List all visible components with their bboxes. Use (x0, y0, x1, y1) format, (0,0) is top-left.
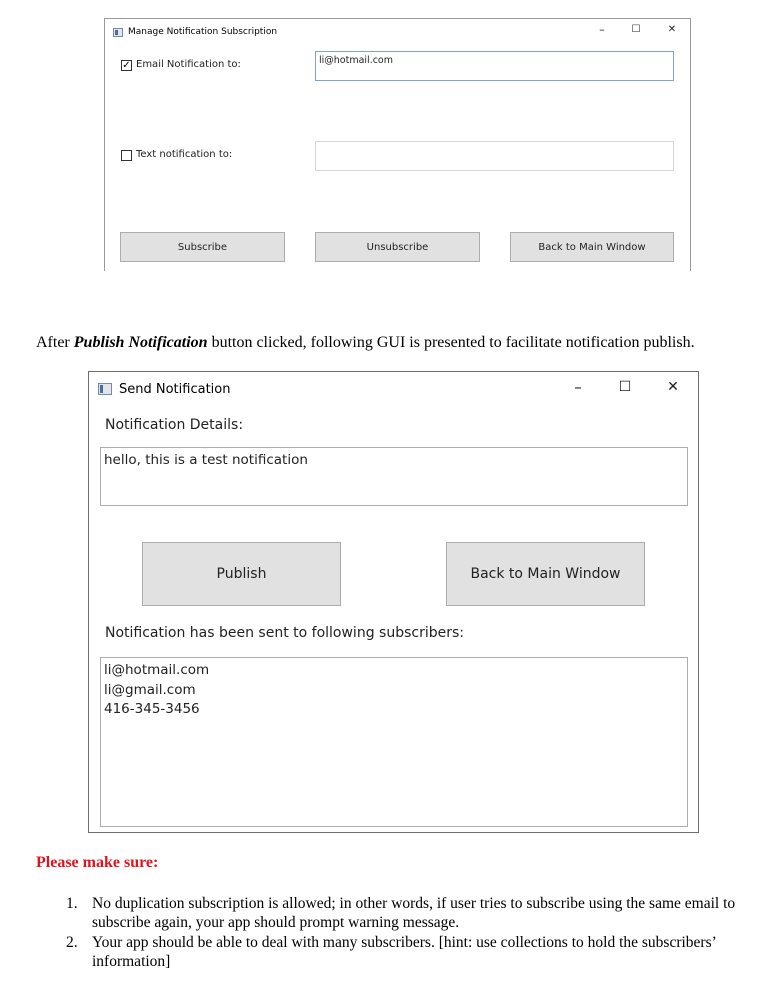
text-notification-label: Text notification to: (136, 149, 233, 160)
notification-details-label: Notification Details: (105, 417, 244, 433)
notes-heading: Please make sure: (36, 854, 159, 871)
email-notification-checkbox[interactable]: ✓ (122, 60, 131, 71)
email-input[interactable]: li@hotmail.com (315, 51, 674, 81)
list-item: li@hotmail.com (104, 662, 210, 678)
intro-paragraph: After Publish Notification button clicked, following GUI is presented to facilitate notification publish. (36, 334, 695, 351)
window-title: Send Notification (119, 381, 231, 397)
subscribers-list[interactable] (100, 657, 688, 827)
close-icon[interactable]: ✕ (667, 24, 677, 35)
email-notification-label: Email Notification to: (136, 59, 241, 70)
publish-button[interactable]: Publish (142, 542, 341, 606)
window-title: Manage Notification Subscription (128, 27, 278, 37)
maximize-icon[interactable]: ☐ (618, 379, 632, 395)
maximize-icon[interactable]: ☐ (631, 24, 641, 35)
text-notification-checkbox[interactable] (121, 150, 132, 161)
back-to-main-button[interactable]: Back to Main Window (446, 542, 645, 606)
list-item: 416-345-3456 (104, 701, 200, 717)
notification-details-input[interactable]: hello, this is a test notification (100, 447, 688, 506)
publish-notification-emphasis: Publish Notification (73, 334, 208, 351)
back-to-main-button[interactable]: Back to Main Window (510, 232, 674, 262)
list-item: li@gmail.com (104, 681, 196, 698)
phone-input[interactable] (315, 141, 674, 171)
send-notification-window (88, 371, 699, 833)
sent-subscribers-label: Notification has been sent to following subscribers: (105, 625, 464, 641)
manage-subscription-window (104, 18, 691, 271)
app-icon (98, 383, 112, 395)
unsubscribe-button[interactable]: Unsubscribe (315, 232, 480, 262)
minimize-icon[interactable]: – (574, 378, 582, 396)
close-icon[interactable]: ✕ (667, 379, 679, 395)
minimize-icon[interactable]: – (599, 23, 605, 36)
app-icon (113, 28, 123, 37)
subscribe-button[interactable]: Subscribe (120, 232, 285, 262)
window-titlebar (89, 372, 698, 406)
window-titlebar (105, 19, 690, 45)
